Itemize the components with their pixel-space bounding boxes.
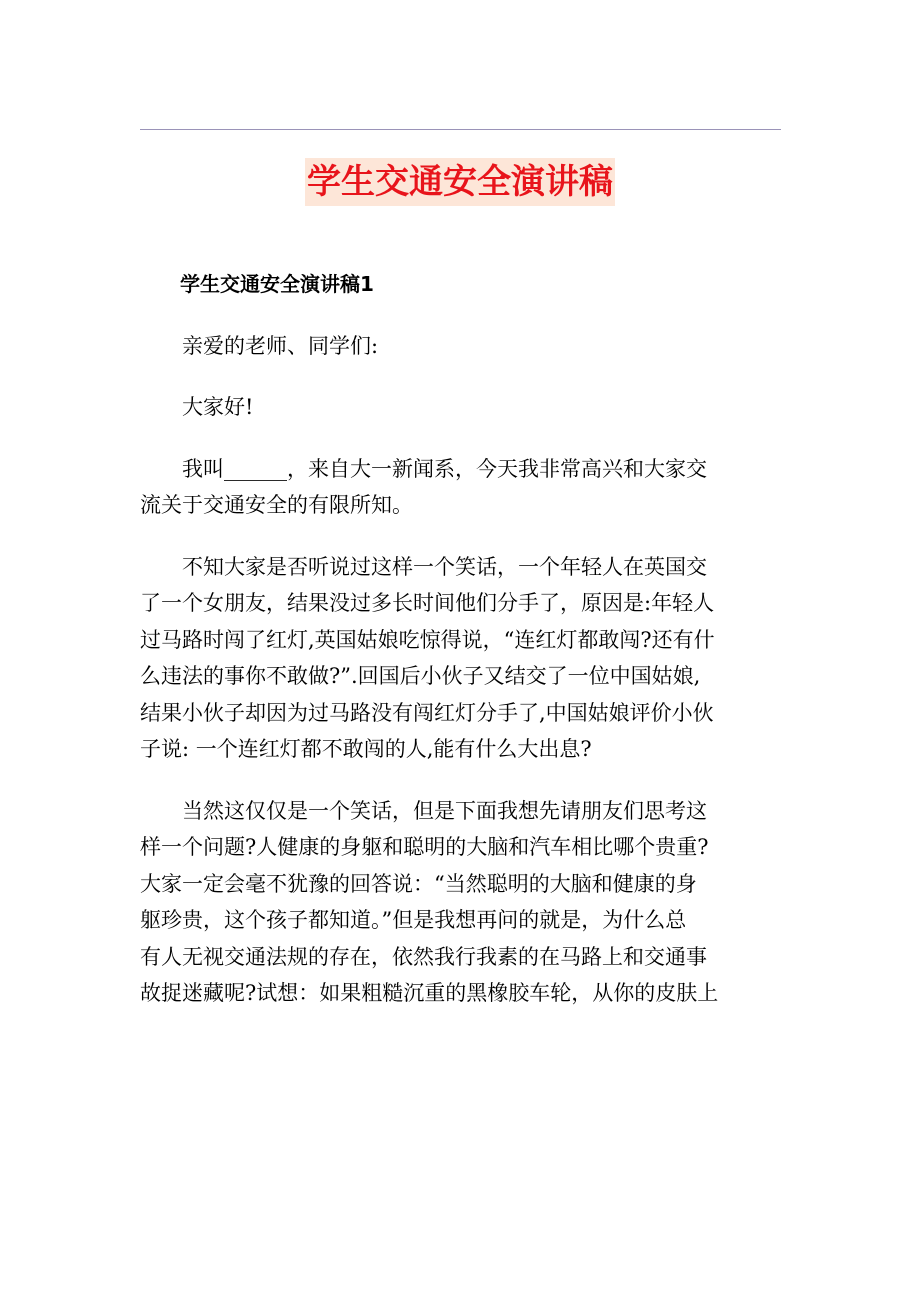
- paragraph-line: 不知大家是否听说过这样一个笑话，一个年轻人在英国交: [182, 554, 707, 579]
- paragraph-line: 我叫______，来自大一新闻系，今天我非常高兴和大家交: [182, 456, 707, 481]
- paragraph-line: 大家一定会毫不犹豫的回答说：“当然聪明的大脑和健康的身: [140, 871, 697, 896]
- paragraph-line: 样一个问题?人健康的身躯和聪明的大脑和汽车相比哪个贵重?: [140, 835, 709, 859]
- paragraph-joke: [140, 549, 782, 768]
- paragraph-line: 么违法的事你不敢做?”.回国后小伙子又结交了一位中国姑娘,: [140, 664, 701, 688]
- paragraph-line: 过马路时闯了红灯,英国姑娘吃惊得说，“连红灯都敢闯?还有什: [140, 627, 715, 652]
- section-heading: 学生交通安全演讲稿1: [180, 272, 374, 296]
- paragraph-line: 躯珍贵，这个孩子都知道。”但是我想再问的就是，为什么总: [140, 908, 687, 932]
- header-rule: [140, 129, 781, 130]
- title-container: [0, 158, 920, 206]
- greeting: 亲爱的老师、同学们:: [182, 333, 379, 358]
- salutation: 大家好!: [182, 395, 254, 419]
- paragraph-line: 有人无视交通法规的存在，依然我行我素的在马路上和交通事: [140, 944, 707, 969]
- document-body: [140, 266, 782, 1037]
- paragraph-line: 子说: 一个连红灯都不敢闯的人,能有什么大出息?: [140, 737, 592, 761]
- paragraph-line: 当然这仅仅是一个笑话，但是下面我想先请朋友们思考这: [182, 798, 707, 823]
- paragraph-line: 故捉迷藏呢?试想：如果粗糙沉重的黑橡胶车轮，从你的皮肤上: [140, 981, 719, 1005]
- paragraph-line: 了一个女朋友，结果没过多长时间他们分手了，原因是:年轻人: [140, 591, 715, 615]
- paragraph-line: 流关于交通安全的有限所知。: [140, 493, 413, 517]
- paragraph-line: 结果小伙子却因为过马路没有闯红灯分手了,中国姑娘评价小伙: [140, 700, 714, 725]
- document-title: 学生交通安全演讲稿: [305, 158, 615, 206]
- paragraph-introduction: [140, 451, 782, 524]
- paragraph-reflection: [140, 793, 782, 1012]
